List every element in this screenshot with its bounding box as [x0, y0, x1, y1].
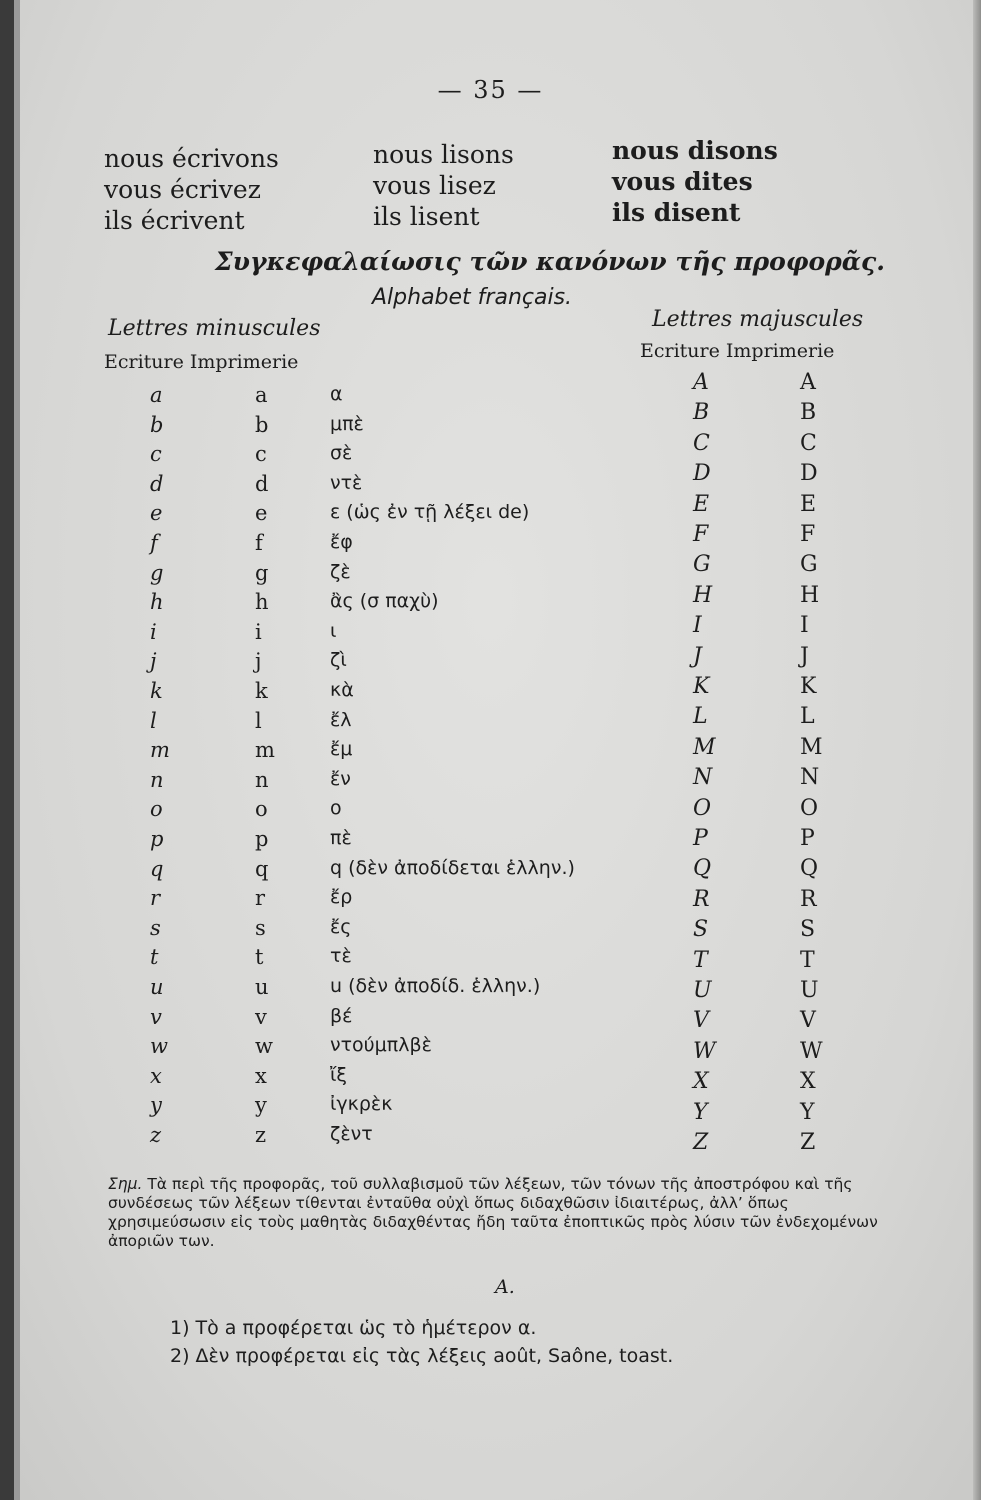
- conjugation-lire: [373, 139, 514, 232]
- uppercase-printed-letter: J: [800, 644, 809, 669]
- uppercase-script-letter: P: [693, 826, 708, 851]
- uppercase-printed-letter: T: [800, 948, 815, 973]
- lowercase-script-letter: a: [150, 383, 163, 407]
- lowercase-printed-letter: j: [255, 649, 262, 673]
- uppercase-script-letter: A: [693, 370, 709, 395]
- conjugation-line: ils écrivent: [104, 206, 245, 235]
- greek-pronunciation: τὲ: [330, 945, 352, 967]
- lowercase-script-letter: y: [150, 1093, 162, 1117]
- greek-pronunciation: ἔρ: [330, 886, 353, 908]
- lowercase-printed-letter: r: [255, 886, 266, 910]
- pronunciation-note: [108, 1175, 898, 1251]
- greek-pronunciation: ἔν: [330, 768, 351, 790]
- greek-pronunciation: μπὲ: [330, 413, 364, 435]
- lowercase-script-letter: u: [150, 975, 164, 999]
- conjugation-line: ils disent: [612, 198, 741, 227]
- lowercase-printed-letter: n: [255, 768, 269, 792]
- lowercase-printed-letter: b: [255, 413, 269, 437]
- lowercase-printed-letter: w: [255, 1034, 273, 1058]
- lowercase-printed-letter: f: [255, 531, 263, 555]
- uppercase-printed-letter: W: [800, 1039, 823, 1064]
- uppercase-script-letter: O: [693, 796, 712, 821]
- uppercase-printed-letter: A: [800, 370, 816, 395]
- lowercase-script-letter: n: [150, 768, 164, 792]
- uppercase-script-letter: F: [693, 522, 709, 547]
- uppercase-printed-letter: Y: [800, 1100, 815, 1125]
- uppercase-printed-letter: I: [800, 613, 809, 638]
- greek-pronunciation: ζὲ: [330, 561, 351, 583]
- lowercase-script-letter: m: [150, 738, 170, 762]
- greek-pronunciation: u (δὲν ἀποδίδ. ἑλλην.): [330, 975, 541, 997]
- lowercase-script-letter: j: [150, 649, 157, 673]
- uppercase-script-letter: V: [693, 1008, 709, 1033]
- uppercase-script-letter: G: [693, 552, 711, 577]
- uppercase-printed-letter: F: [800, 522, 816, 547]
- lowercase-printed-letter: i: [255, 620, 262, 644]
- greek-pronunciation: ἔμ: [330, 738, 353, 760]
- alphabet-title: Alphabet français.: [372, 285, 573, 310]
- lowercase-script-letter: q: [150, 857, 164, 881]
- uppercase-printed-letter: X: [800, 1069, 816, 1094]
- uppercase-script-letter: N: [693, 765, 713, 790]
- lowercase-printed-letter: c: [255, 442, 267, 466]
- greek-pronunciation: σὲ: [330, 442, 353, 464]
- uppercase-script-letter: I: [693, 613, 702, 638]
- rule-item: 1) Τὸ a προφέρεται ὡς τὸ ἡμέτερον α.: [170, 1317, 537, 1339]
- conjugation-line: ils lisent: [373, 202, 480, 231]
- uppercase-script-letter: W: [693, 1039, 716, 1064]
- uppercase-script-letter: X: [693, 1069, 709, 1094]
- lowercase-printed-letter: d: [255, 472, 269, 496]
- conjugation-line: nous lisons: [373, 140, 514, 169]
- uppercase-script-letter: M: [693, 735, 716, 760]
- lowercase-printed-letter: o: [255, 797, 268, 821]
- lowercase-printed-letter: y: [255, 1093, 267, 1117]
- lowercase-title: Lettres minuscules: [108, 316, 321, 341]
- lowercase-script-letter: k: [150, 679, 163, 703]
- uppercase-script-letter: E: [693, 492, 710, 517]
- greek-pronunciation: ζὶ: [330, 649, 347, 671]
- lowercase-script-letter: l: [150, 709, 157, 733]
- rule-item: 2) Δὲν προφέρεται εἰς τὰς λέξεις août, Saône, toast.: [170, 1345, 674, 1367]
- lowercase-script-letter: e: [150, 501, 163, 525]
- conjugation-line: vous dites: [612, 167, 753, 196]
- lowercase-script-letter: w: [150, 1034, 168, 1058]
- uppercase-script-letter: J: [693, 644, 702, 669]
- page-shadow-edge: [14, 0, 20, 1500]
- greek-pronunciation: ζὲντ: [330, 1123, 373, 1145]
- lowercase-printed-letter: u: [255, 975, 269, 999]
- lowercase-printed-letter: e: [255, 501, 268, 525]
- uppercase-script-letter: C: [693, 431, 710, 456]
- uppercase-script-letter: R: [693, 887, 710, 912]
- lowercase-printed-letter: z: [255, 1123, 267, 1147]
- uppercase-printed-letter: C: [800, 431, 817, 456]
- lowercase-printed-letter: l: [255, 709, 262, 733]
- lowercase-column-headers: Ecriture Imprimerie: [104, 351, 299, 373]
- greek-pronunciation: ντούμπλβὲ: [330, 1034, 432, 1056]
- greek-pronunciation: κὰ: [330, 679, 354, 701]
- conjugation-dire: [612, 135, 778, 228]
- lowercase-printed-letter: h: [255, 590, 269, 614]
- uppercase-script-letter: U: [693, 978, 712, 1003]
- lowercase-printed-letter: p: [255, 827, 269, 851]
- greek-pronunciation: ἔς: [330, 916, 352, 938]
- uppercase-printed-letter: M: [800, 735, 823, 760]
- uppercase-printed-letter: L: [800, 704, 815, 729]
- uppercase-printed-letter: G: [800, 552, 818, 577]
- uppercase-printed-letter: R: [800, 887, 817, 912]
- greek-pronunciation: ο: [330, 797, 342, 819]
- uppercase-script-letter: K: [693, 674, 710, 699]
- uppercase-printed-letter: Z: [800, 1130, 816, 1155]
- uppercase-script-letter: Z: [693, 1130, 709, 1155]
- summary-title: Συγκεφαλαίωσις τῶν κανόνων τῆς προφορᾶς.: [215, 247, 885, 276]
- uppercase-printed-letter: H: [800, 583, 820, 608]
- lowercase-printed-letter: t: [255, 945, 264, 969]
- lowercase-printed-letter: g: [255, 561, 269, 585]
- note-text: Τὰ περὶ τῆς προφορᾶς, τοῦ συλλαβισμοῦ τῶν λέξεων, τῶν τόνων τῆς ἀποστρόφου καὶ τῆς συνδέσεως τῶν λέξεων τίθενται ἐνταῦθα οὐχὶ ὅπως διδαχθῶσιν ἰδιαιτέρως, ἀλλ’ ὅπως χρησιμεύσωσιν εἰς τοὺς μαθητὰς διδαχθέντας ἤδη ταῦτα ἐποπτικῶς πρὸς λύσιν τῶν ἐνδεχομένων ἀποριῶν των.: [108, 1175, 878, 1250]
- lowercase-script-letter: i: [150, 620, 157, 644]
- greek-pronunciation: ι: [330, 620, 337, 642]
- page-binding-edge: [0, 0, 14, 1500]
- lowercase-script-letter: r: [150, 886, 161, 910]
- conjugation-line: nous écrivons: [104, 144, 279, 173]
- uppercase-printed-letter: K: [800, 674, 817, 699]
- lowercase-script-letter: b: [150, 413, 164, 437]
- lowercase-script-letter: h: [150, 590, 164, 614]
- conjugation-ecrire: [104, 143, 279, 236]
- lowercase-printed-letter: q: [255, 857, 269, 881]
- uppercase-printed-letter: O: [800, 796, 819, 821]
- uppercase-script-letter: Q: [693, 856, 712, 881]
- uppercase-printed-letter: U: [800, 978, 819, 1003]
- lowercase-script-letter: g: [150, 561, 164, 585]
- lowercase-script-letter: x: [150, 1064, 162, 1088]
- lowercase-printed-letter: k: [255, 679, 268, 703]
- lowercase-script-letter: t: [150, 945, 159, 969]
- lowercase-printed-letter: m: [255, 738, 275, 762]
- greek-pronunciation: ἔλ: [330, 709, 352, 731]
- greek-pronunciation: ντὲ: [330, 472, 363, 494]
- conjugation-line: vous lisez: [373, 171, 496, 200]
- note-label: Σημ.: [108, 1175, 143, 1193]
- lowercase-printed-letter: s: [255, 916, 266, 940]
- lowercase-printed-letter: x: [255, 1064, 267, 1088]
- greek-pronunciation: βέ: [330, 1005, 353, 1027]
- greek-pronunciation: ἔφ: [330, 531, 353, 553]
- greek-pronunciation: ἴξ: [330, 1064, 348, 1086]
- lowercase-script-letter: p: [150, 827, 164, 851]
- page-number: — 35 —: [437, 76, 544, 104]
- lowercase-printed-letter: v: [255, 1005, 267, 1029]
- lowercase-script-letter: c: [150, 442, 162, 466]
- lowercase-script-letter: o: [150, 797, 163, 821]
- uppercase-script-letter: B: [693, 400, 710, 425]
- lowercase-script-letter: s: [150, 916, 161, 940]
- uppercase-script-letter: T: [693, 948, 708, 973]
- uppercase-title: Lettres majuscules: [652, 307, 864, 332]
- lowercase-script-letter: f: [150, 531, 158, 555]
- uppercase-printed-letter: B: [800, 400, 817, 425]
- uppercase-printed-letter: S: [800, 917, 816, 942]
- page-right-edge: [973, 0, 981, 1500]
- conjugation-line: nous disons: [612, 136, 778, 165]
- section-label: A.: [495, 1276, 515, 1298]
- greek-pronunciation: q (δὲν ἀποδίδεται ἑλλην.): [330, 857, 575, 879]
- uppercase-printed-letter: P: [800, 826, 815, 851]
- uppercase-script-letter: H: [693, 583, 713, 608]
- uppercase-script-letter: Y: [693, 1100, 708, 1125]
- lowercase-printed-letter: a: [255, 383, 268, 407]
- conjugation-line: vous écrivez: [104, 175, 261, 204]
- uppercase-printed-letter: E: [800, 492, 817, 517]
- greek-pronunciation: πὲ: [330, 827, 352, 849]
- lowercase-script-letter: v: [150, 1005, 162, 1029]
- greek-pronunciation: ἂς (σ παχὺ): [330, 590, 439, 612]
- lowercase-script-letter: d: [150, 472, 164, 496]
- uppercase-script-letter: L: [693, 704, 708, 729]
- uppercase-script-letter: S: [693, 917, 709, 942]
- greek-pronunciation: ε (ὡς ἐν τῇ λέξει de): [330, 501, 530, 523]
- greek-pronunciation: α: [330, 383, 343, 405]
- uppercase-printed-letter: V: [800, 1008, 816, 1033]
- lowercase-script-letter: z: [150, 1123, 162, 1147]
- uppercase-printed-letter: N: [800, 765, 820, 790]
- greek-pronunciation: ἰγκρὲκ: [330, 1093, 393, 1115]
- uppercase-script-letter: D: [693, 461, 711, 486]
- uppercase-column-headers: Ecriture Imprimerie: [640, 340, 835, 362]
- uppercase-printed-letter: D: [800, 461, 818, 486]
- uppercase-printed-letter: Q: [800, 856, 819, 881]
